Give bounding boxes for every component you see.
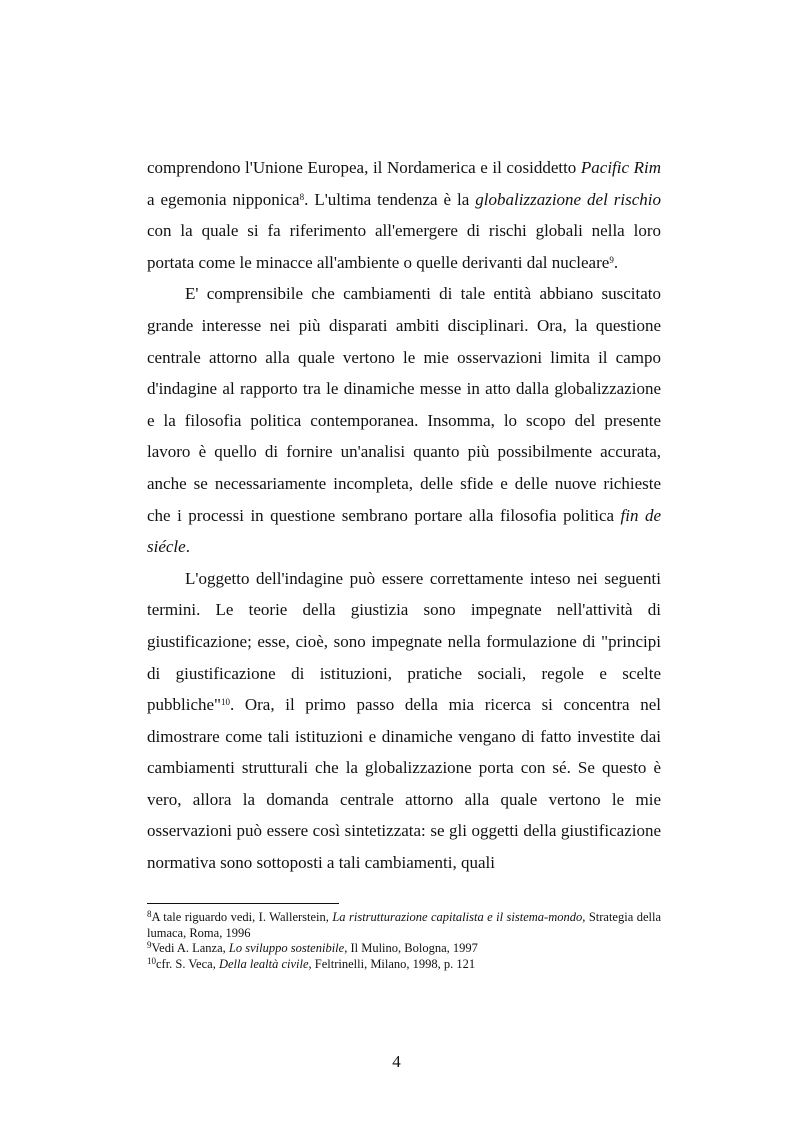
text-run: A tale riguardo vedi, I. Wallerstein, [151,910,333,924]
text-run: . [613,252,619,272]
text-run: E' comprensibile che cambiamenti di tale entità abbiano suscitato grande interesse nei più disparati ambiti disciplinari. Ora, la questione centrale attorno alla quale vertono le mie osservazioni limita il campo d'indagine al rapporto tra le dinamiche messe in atto dalla globalizzazione e la filosofia politica contemporanea. Insomma, lo scopo del presente lavoro è quello di fornire un'analisi quanto più possibilmente accurata, anche se necessariamente incompleta, delle sfide e delle nuove richieste che i processi in questione sembrano portare alla filosofia politica [147,284,661,525]
footnote-ref: 9 [609,254,614,265]
footnote-ref: 8 [299,191,305,202]
italic-term: fin de siécle [147,505,661,557]
footnote-separator [147,903,339,904]
text-run: a egemonia nipponica [147,189,300,209]
footnote-9 [147,941,661,957]
text-run: , Strategia della lumaca, Roma, 1996 [147,910,661,940]
text-run: , Il Mulino, Bologna, 1997 [344,941,478,955]
footnotes [147,910,661,972]
text-run: . [185,537,190,557]
text-run: L'oggetto dell'indagine può essere correttamente inteso nei seguenti termini. Le teorie della giustizia sono impegnate nell'attività di giustificazione; esse, cioè, sono impegnate nella formulazione di "principi di giustificazione di istituzioni, pratiche sociali, regole e scelte pubbliche" [147,568,661,715]
footnote-ref: 10 [220,697,230,708]
footnote-number: 10 [147,955,156,966]
footnote-8 [147,910,661,941]
text-run: , Feltrinelli, Milano, 1998, p. 121 [308,956,476,971]
page-number: 4 [392,1052,401,1071]
text-run: Vedi A. Lanza, [151,941,229,955]
italic-term: globalizzazione del rischio [475,189,662,209]
footnote-10 [147,957,661,973]
italic-title: Della lealtà civile [218,956,309,971]
footnote-number: 9 [147,940,152,950]
paragraph-3 [147,563,661,879]
text-run: con la quale si fa riferimento all'emergere di rischi globali nella loro portata come le minacce all'ambiente o quelle derivanti dal nucleare [147,221,661,272]
text-run: . L'ultima tendenza è la [304,189,476,209]
text-run: . Ora, il primo passo della mia ricerca si concentra nel dimostrare come tali istituzioni e dinamiche vengano di fatto investite dai cambiamenti strutturali che la globalizzazione porta con sé. Se questo è vero, allora la domanda centrale attorno alla quale vertono le mie osservazioni può essere così sintetizzata: se gli oggetti della giustificazione normativa sono sottoposti a tali cambiamenti, quali [147,695,661,873]
italic-title: La ristrutturazione capitalista e il sistema-mondo [332,910,583,924]
italic-title: Lo sviluppo sostenibile [228,941,345,955]
italic-term: Pacific Rim [580,158,662,177]
paragraph-2 [147,278,661,562]
text-run: comprendono l'Unione Europea, il Nordamerica e il cosiddetto [147,158,581,177]
paragraph-1 [147,152,661,278]
text-run: cfr. S. Veca, [156,956,219,971]
body-text [147,152,661,879]
footnote-number: 8 [147,909,152,919]
